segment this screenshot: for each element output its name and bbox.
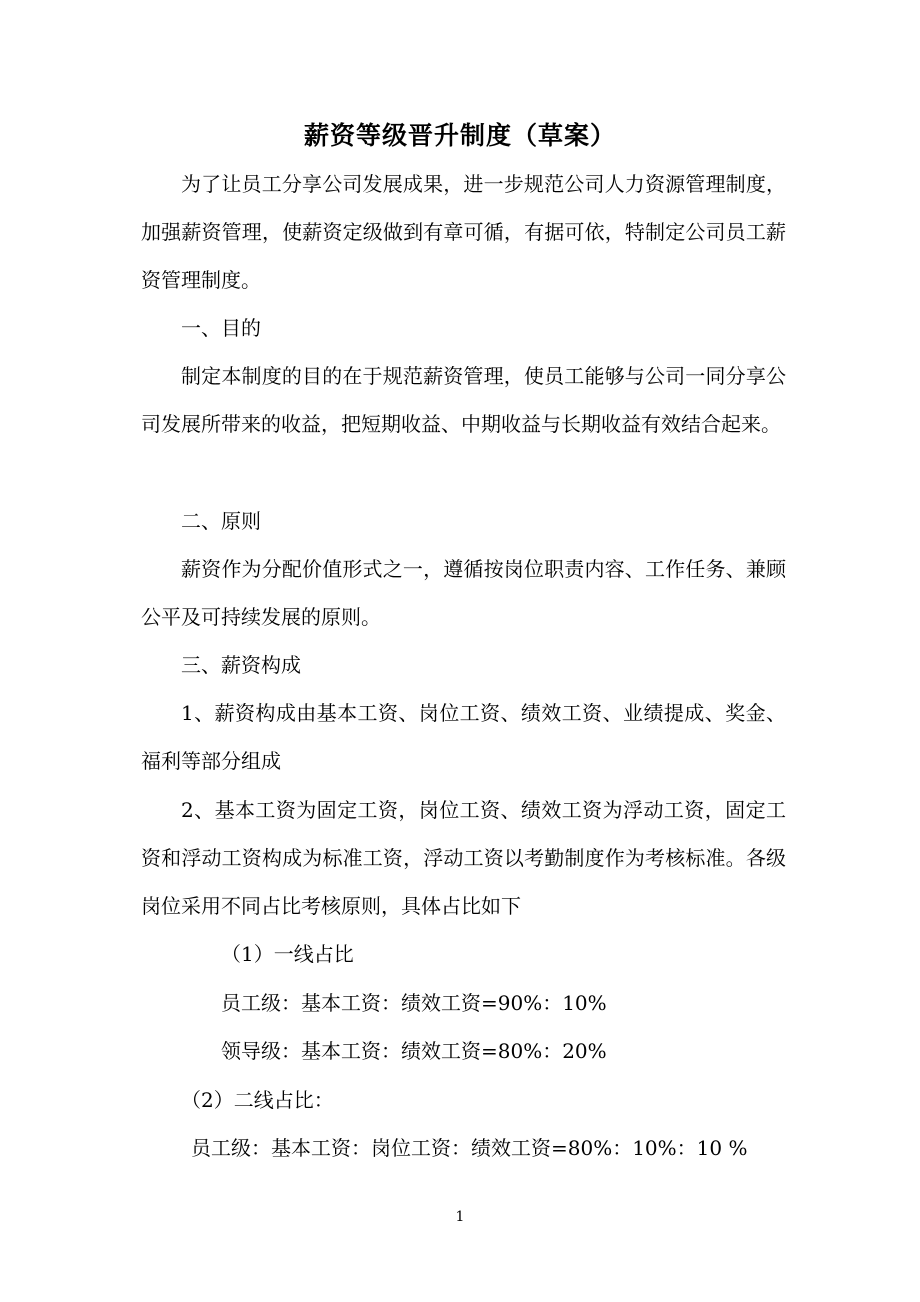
section-body-principle: 薪资作为分配价值形式之一，遵循按岗位职责内容、工作任务、兼顾公平及可持续发展的原则。 (141, 557, 786, 629)
page-number: 1 (455, 1209, 465, 1225)
composition-item-2: 2、基本工资为固定工资，岗位工资、绩效工资为浮动工资，固定工资和浮动工资构成为标准工资，浮动工资以考勤制度作为考核标准。各级岗位采用不同占比考核原则，具体占比如下 (141, 798, 786, 918)
section-heading-composition: 三、薪资构成 (181, 653, 301, 677)
intro-paragraph: 为了让员工分享公司发展成果，进一步规范公司人力资源管理制度，加强薪资管理，使薪资定级做到有章可循，有据可依，特制定公司员工薪资管理制度。 (141, 172, 786, 292)
document-title: 薪资等级晋升制度（草案） (303, 121, 616, 150)
composition-item-1: 1、薪资构成由基本工资、岗位工资、绩效工资、业绩提成、奖金、福利等部分组成 (141, 701, 786, 773)
second-line-ratio-label: （2）二线占比： (181, 1088, 334, 1112)
frontline-staff-ratio: 员工级：基本工资：绩效工资=90%：10% (221, 991, 607, 1015)
frontline-leader-ratio: 领导级：基本工资：绩效工资=80%：20% (221, 1039, 607, 1063)
second-line-staff-ratio: 员工级：基本工资：岗位工资：绩效工资=80%：10%：10 % (191, 1136, 748, 1160)
frontline-ratio-label: （1）一线占比 (221, 942, 354, 966)
section-heading-purpose: 一、目的 (181, 316, 261, 340)
section-body-purpose: 制定本制度的目的在于规范薪资管理，使员工能够与公司一同分享公司发展所带来的收益，把短期收益、中期收益与长期收益有效结合起来。 (141, 364, 786, 436)
section-heading-principle: 二、原则 (181, 509, 261, 533)
